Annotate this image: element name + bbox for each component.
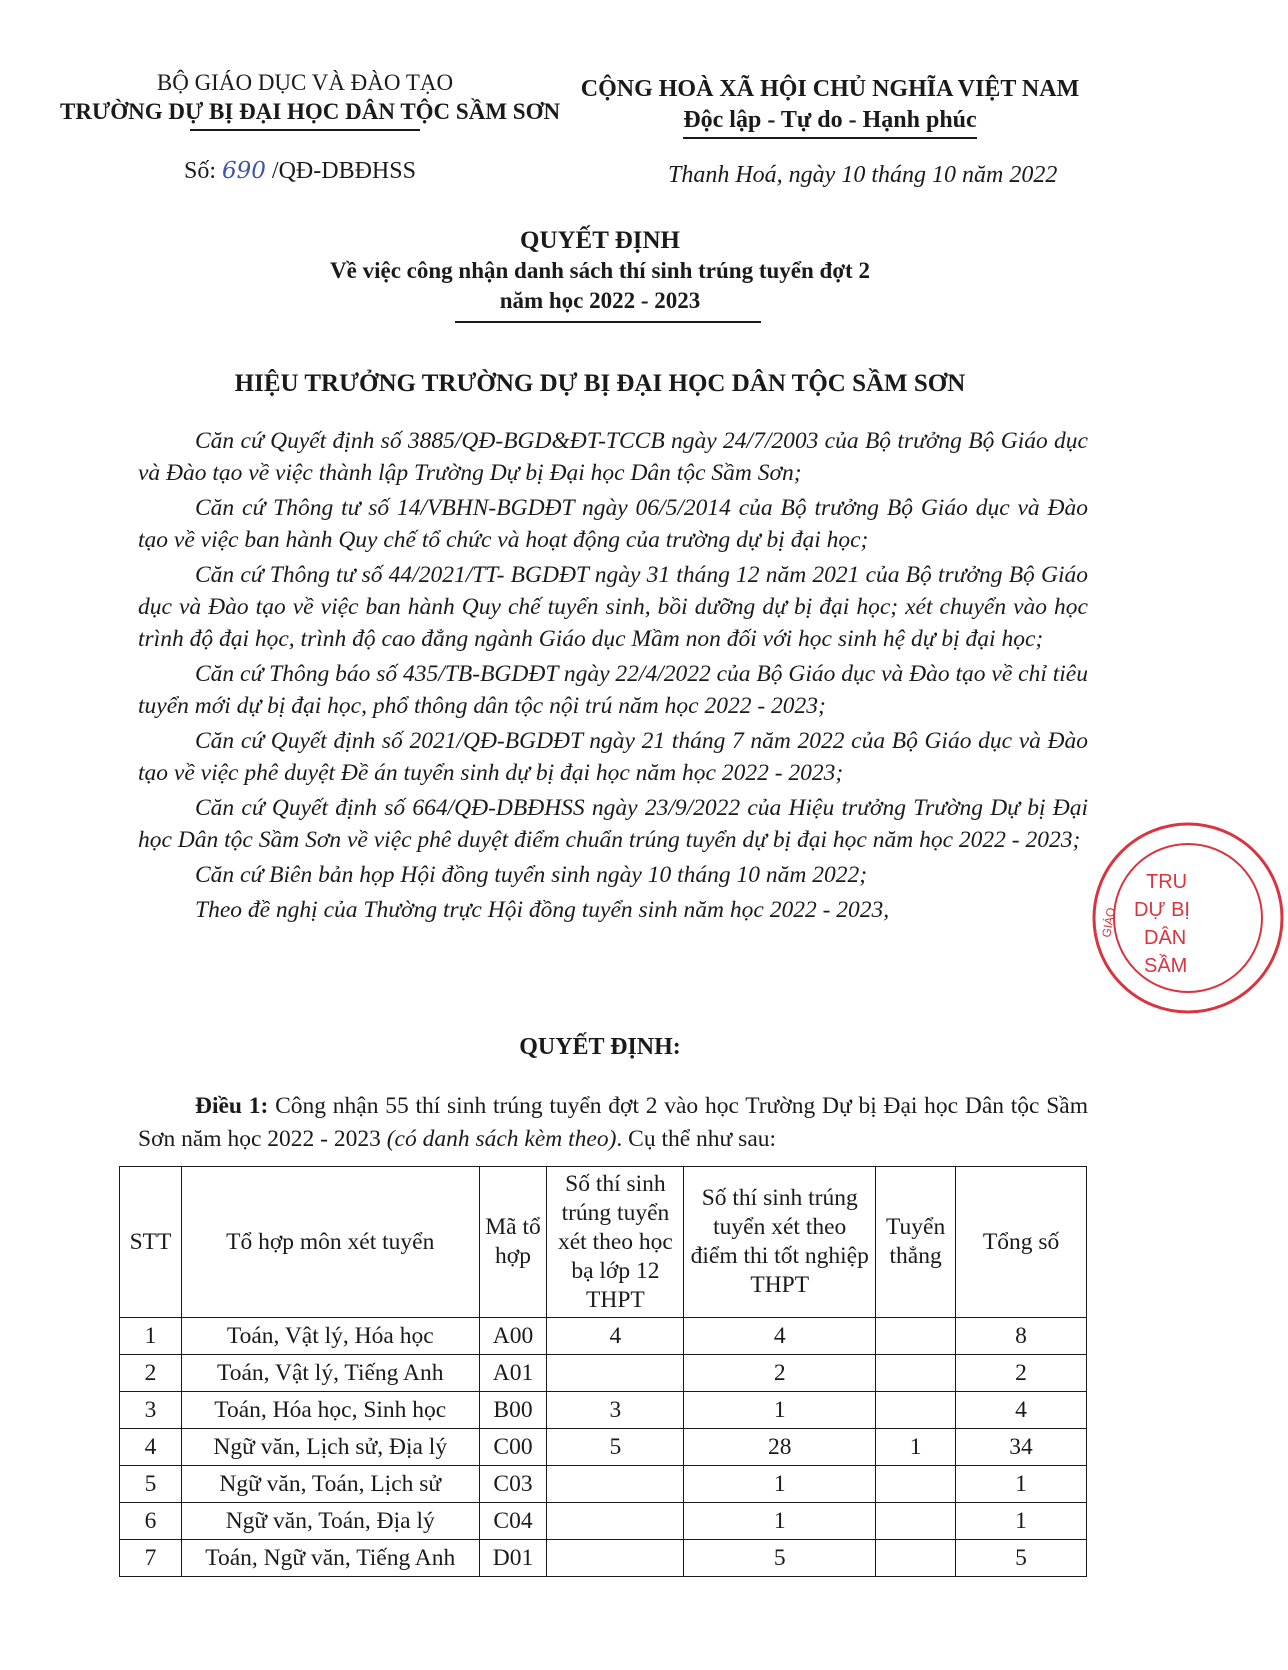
cell-exam: 1	[684, 1503, 876, 1540]
cell-code: A01	[479, 1355, 547, 1392]
table-row	[120, 1466, 1087, 1503]
legal-basis: Theo đề nghị của Thường trực Hội đồng tuyển sinh năm học 2022 - 2023,	[195, 897, 890, 923]
cell-transcript	[547, 1503, 684, 1540]
legal-bases	[138, 425, 1088, 929]
cell-transcript: 4	[547, 1318, 684, 1355]
article-tail: . Cụ thể như sau:	[616, 1126, 777, 1152]
cell-code: B00	[479, 1392, 547, 1429]
cell-direct	[876, 1318, 956, 1355]
cell-exam: 1	[684, 1466, 876, 1503]
cell-transcript: 5	[547, 1429, 684, 1466]
cell-stt: 3	[120, 1392, 182, 1429]
decision-heading: QUYẾT ĐỊNH:	[519, 1034, 681, 1060]
cell-stt: 7	[120, 1540, 182, 1577]
cell-stt: 5	[120, 1466, 182, 1503]
col-header-exam: Số thí sinh trúng tuyển xét theo điểm thi tốt nghiệp THPT	[684, 1167, 876, 1318]
stamp-text: TRU	[1146, 871, 1188, 893]
stamp-text: DỰ BỊ	[1134, 899, 1190, 921]
school-name: TRƯỜNG DỰ BỊ ĐẠI HỌC DÂN TỘC SẦM SƠN	[60, 99, 561, 124]
cell-total: 2	[956, 1355, 1087, 1392]
cell-code: C04	[479, 1503, 547, 1540]
decision-title	[150, 226, 1050, 316]
col-header-total: Tổng số	[956, 1167, 1087, 1318]
cell-total: 4	[956, 1392, 1087, 1429]
article-note: (có danh sách kèm theo)	[386, 1126, 617, 1152]
cell-stt: 1	[120, 1318, 182, 1355]
admission-quota-table	[119, 1166, 1087, 1577]
cell-combination: Ngữ văn, Toán, Địa lý	[181, 1503, 479, 1540]
cell-code: C00	[479, 1429, 547, 1466]
title-subject-line1: Về việc công nhận danh sách thí sinh trúng tuyển đợt 2	[330, 258, 870, 283]
cell-combination: Ngữ văn, Lịch sử, Địa lý	[181, 1429, 479, 1466]
cell-transcript: 3	[547, 1392, 684, 1429]
col-header-direct: Tuyển thẳng	[876, 1167, 956, 1318]
article-text: Công nhận 55 thí sinh trúng tuyển đợt 2 vào học Trường Dự bị Đại học Dân tộc Sầm Sơn năm học 2022 - 2023	[138, 1093, 1088, 1152]
cell-combination: Toán, Vật lý, Hóa học	[181, 1318, 479, 1355]
col-header-combination: Tổ hợp môn xét tuyển	[181, 1167, 479, 1318]
ministry-name: BỘ GIÁO DỤC VÀ ĐÀO TẠO	[156, 70, 454, 95]
national-motto: Độc lập - Tự do - Hạnh phúc	[683, 105, 976, 139]
article-label: Điều 1:	[195, 1093, 269, 1119]
legal-basis: Căn cứ Thông báo số 435/TB-BGDĐT ngày 22/4/2022 của Bộ Giáo dục và Đào tạo về chỉ tiêu tuyển mới dự bị đại học, phổ thông dân tộc nội trú năm học 2022 - 2023;	[138, 661, 1088, 719]
legal-basis: Căn cứ Quyết định số 2021/QĐ-BGDĐT ngày 21 tháng 7 năm 2022 của Bộ Giáo dục và Đào tạo về việc phê duyệt Đề án tuyển sinh dự bị đại học năm học 2022 - 2023;	[138, 728, 1088, 786]
col-header-transcript: Số thí sinh trúng tuyển xét theo học bạ lớp 12 THPT	[547, 1167, 684, 1318]
handwritten-number: 690	[222, 158, 266, 184]
stamp-text: DÂN	[1144, 927, 1187, 949]
cell-exam: 4	[684, 1318, 876, 1355]
title-subject-line2: năm học 2022 - 2023	[499, 288, 701, 313]
cell-transcript	[547, 1540, 684, 1577]
cell-combination: Ngữ văn, Toán, Lịch sử	[181, 1466, 479, 1503]
table-header-row	[120, 1167, 1087, 1318]
cell-transcript	[547, 1466, 684, 1503]
cell-exam: 28	[684, 1429, 876, 1466]
legal-basis: Căn cứ Quyết định số 3885/QĐ-BGD&ĐT-TCCB ngày 24/7/2003 của Bộ trưởng Bộ Giáo dục và Đào tạo về việc thành lập Trường Dự bị Đại học Dân tộc Sầm Sơn;	[138, 428, 1088, 486]
col-header-stt: STT	[120, 1167, 182, 1318]
cell-code: D01	[479, 1540, 547, 1577]
cell-total: 34	[956, 1429, 1087, 1466]
table-row	[120, 1355, 1087, 1392]
cell-code: A00	[479, 1318, 547, 1355]
table-body	[120, 1318, 1087, 1577]
article-1	[138, 1090, 1088, 1156]
issuer-block	[60, 68, 561, 131]
table-row	[120, 1392, 1087, 1429]
legal-basis: Căn cứ Thông tư số 44/2021/TT- BGDĐT ngày 31 tháng 12 năm 2021 của Bộ trưởng Bộ Giáo dục và Đào tạo về việc ban hành Quy chế tuyển sinh, bồi dưỡng dự bị đại học; xét chuyển vào học trình độ đại học, trình độ cao đẳng ngành Giáo dục Mầm non đối với học sinh hệ dự bị đại học;	[138, 562, 1088, 652]
national-heading	[560, 74, 1100, 139]
cell-direct: 1	[876, 1429, 956, 1466]
cell-transcript	[547, 1355, 684, 1392]
cell-total: 5	[956, 1540, 1087, 1577]
date-place: Thanh Hoá, ngày 10 tháng 10 năm 2022	[668, 162, 1058, 188]
cell-exam: 5	[684, 1540, 876, 1577]
cell-exam: 1	[684, 1392, 876, 1429]
stamp-text: SẦM	[1144, 955, 1188, 977]
table-row	[120, 1503, 1087, 1540]
title-underline	[455, 321, 761, 323]
cell-stt: 2	[120, 1355, 182, 1392]
legal-basis: Căn cứ Thông tư số 14/VBHN-BGDĐT ngày 06/5/2014 của Bộ trưởng Bộ Giáo dục và Đào tạo về việc ban hành Quy chế tổ chức và hoạt động của trường dự bị đại học;	[138, 495, 1088, 553]
country-name: CỘNG HOÀ XÃ HỘI CHỦ NGHĨA VIỆT NAM	[580, 76, 1080, 102]
legal-basis: Căn cứ Quyết định số 664/QĐ-DBĐHSS ngày 23/9/2022 của Hiệu trưởng Trường Dự bị Đại học Dân tộc Sầm Sơn về việc phê duyệt điểm chuẩn trúng tuyển dự bị đại học năm học 2022 - 2023;	[138, 795, 1088, 853]
cell-exam: 2	[684, 1355, 876, 1392]
cell-direct	[876, 1392, 956, 1429]
cell-combination: Toán, Hóa học, Sinh học	[181, 1392, 479, 1429]
cell-stt: 6	[120, 1503, 182, 1540]
table-row	[120, 1429, 1087, 1466]
doc-number-suffix: /QĐ-DBĐHSS	[265, 158, 416, 184]
cell-direct	[876, 1466, 956, 1503]
title-main: QUYẾT ĐỊNH	[520, 227, 680, 254]
cell-combination: Toán, Ngữ văn, Tiếng Anh	[181, 1540, 479, 1577]
stamp-ring-text: GIÁO	[1099, 906, 1119, 939]
official-stamp	[1088, 818, 1288, 1018]
cell-total: 1	[956, 1503, 1087, 1540]
principal-heading: HIỆU TRƯỞNG TRƯỜNG DỰ BỊ ĐẠI HỌC DÂN TỘC SẦM SƠN	[234, 370, 966, 397]
table-row	[120, 1318, 1087, 1355]
col-header-code: Mã tổ hợp	[479, 1167, 547, 1318]
issuer-underline	[190, 129, 420, 131]
cell-total: 1	[956, 1466, 1087, 1503]
doc-number-prefix: Số:	[184, 158, 223, 184]
table-row	[120, 1540, 1087, 1577]
cell-stt: 4	[120, 1429, 182, 1466]
cell-total: 8	[956, 1318, 1087, 1355]
cell-combination: Toán, Vật lý, Tiếng Anh	[181, 1355, 479, 1392]
legal-basis: Căn cứ Biên bản họp Hội đồng tuyển sinh ngày 10 tháng 10 năm 2022;	[195, 862, 868, 888]
cell-direct	[876, 1355, 956, 1392]
cell-code: C03	[479, 1466, 547, 1503]
cell-direct	[876, 1540, 956, 1577]
document-number	[184, 158, 416, 185]
cell-direct	[876, 1503, 956, 1540]
